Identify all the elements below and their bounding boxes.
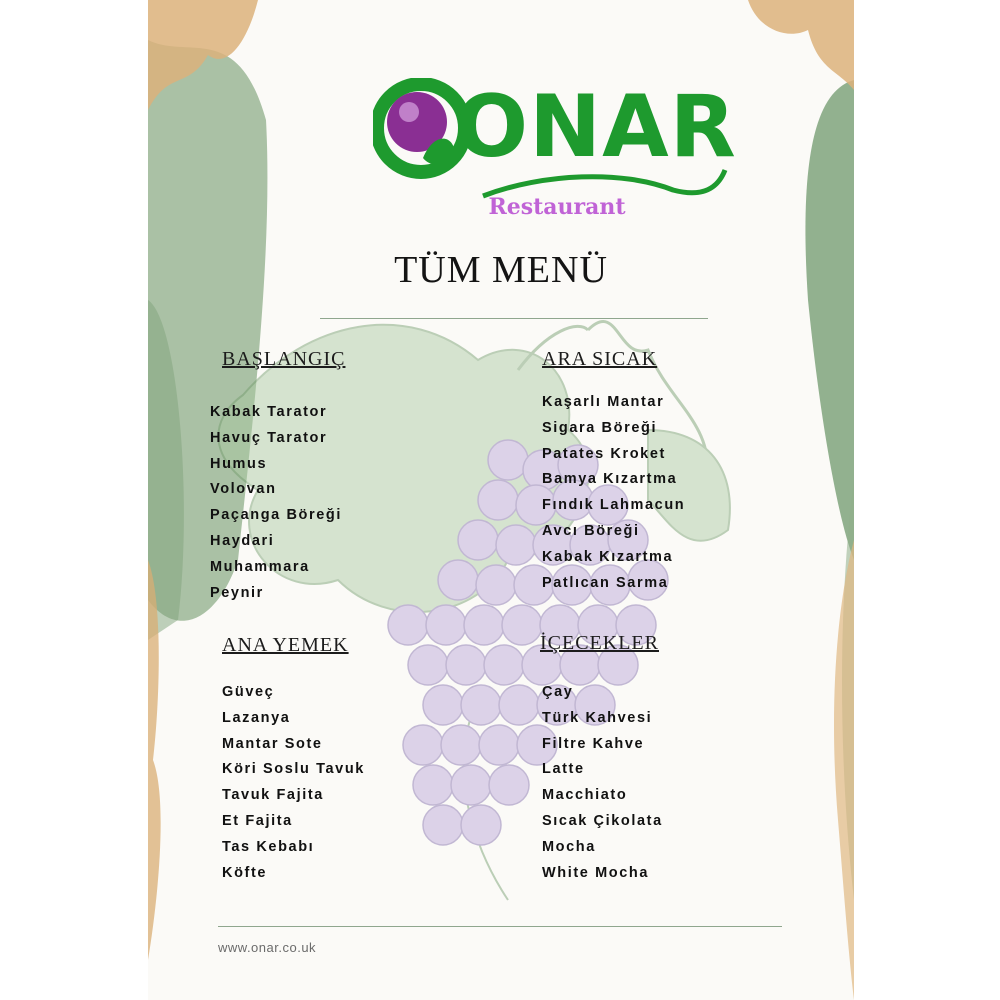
list-item: Kabak Kızartma	[542, 548, 674, 565]
logo-wordmark: ONAR	[455, 77, 737, 177]
brand-logo	[373, 77, 737, 238]
list-item: Sigara Böreği	[542, 419, 658, 436]
menu-page	[148, 0, 854, 1000]
section-title-icecekler: İÇECEKLER	[540, 632, 659, 654]
list-item: Volovan	[210, 481, 277, 498]
gold-foil-right-2	[834, 540, 854, 1000]
list-item: Tas Kebabı	[222, 838, 315, 855]
list-item: Köri Soslu Tavuk	[222, 761, 365, 778]
logo-subtitle: Restaurant	[488, 194, 626, 220]
footer-divider	[218, 926, 782, 927]
list-item: Et Fajita	[222, 812, 293, 829]
list-item: Bamya Kızartma	[542, 471, 678, 488]
list-item: Macchiato	[542, 787, 628, 804]
website-link[interactable]: www.onar.co.uk	[218, 940, 317, 955]
list-item: Haydari	[210, 532, 275, 549]
list-item: White Mocha	[542, 864, 650, 881]
list-item: Mantar Sote	[222, 735, 323, 752]
list-ara-sicak	[542, 390, 685, 596]
green-brush-right	[805, 80, 854, 560]
section-title-baslangic: BAŞLANGIÇ	[222, 348, 346, 370]
gold-foil-right	[748, 0, 854, 90]
list-item: Türk Kahvesi	[542, 709, 653, 726]
list-item: Humus	[210, 455, 268, 472]
section-title-ara-sicak: ARA SICAK	[542, 348, 658, 370]
list-item: Filtre Kahve	[542, 735, 645, 752]
list-item: Paçanga Böreği	[210, 507, 342, 524]
list-item: Köfte	[222, 864, 268, 881]
list-item: Kabak Tarator	[210, 404, 328, 420]
list-item: Avcı Böreği	[542, 522, 640, 539]
list-item: Sıcak Çikolata	[542, 812, 663, 829]
section-title-ana-yemek: ANA YEMEK	[222, 634, 349, 656]
list-baslangic	[210, 400, 342, 606]
list-item: Çay	[542, 684, 574, 700]
list-item: Patlıcan Sarma	[542, 574, 669, 591]
list-item: Patates Kroket	[542, 445, 666, 462]
list-item: Fındık Lahmacun	[542, 497, 686, 514]
list-item: Lazanya	[222, 709, 291, 726]
list-item: Mocha	[542, 838, 596, 855]
page-title: TÜM MENÜ	[394, 249, 608, 291]
list-icecekler	[542, 680, 663, 886]
list-item: Tavuk Fajita	[222, 787, 324, 804]
title-divider	[320, 318, 708, 319]
list-item: Peynir	[210, 584, 264, 601]
list-item: Muhammara	[210, 558, 310, 575]
list-item: Latte	[542, 761, 585, 778]
list-item: Güveç	[222, 684, 275, 700]
list-ana-yemek	[222, 680, 365, 886]
list-item: Havuç Tarator	[210, 429, 328, 446]
list-item: Kaşarlı Mantar	[542, 394, 665, 410]
